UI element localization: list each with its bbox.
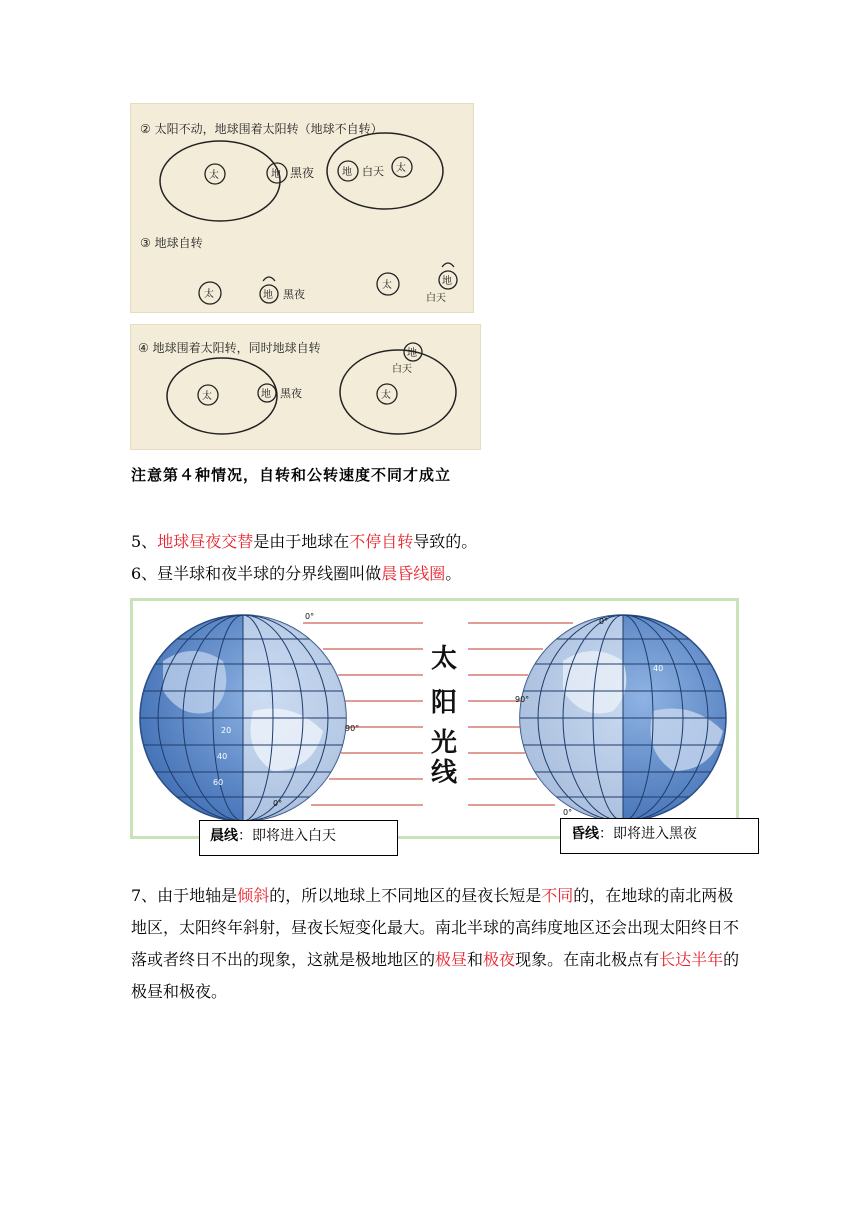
- paragraph-7: [131, 880, 741, 1008]
- earth-label: 地: [261, 389, 271, 400]
- p7-text: 现象。在南北极点有: [515, 950, 660, 969]
- degree-label: 0°: [563, 808, 573, 817]
- paragraph-5: [131, 526, 741, 558]
- night-label: 黑夜: [290, 166, 315, 180]
- night-label: 黑夜: [283, 288, 305, 301]
- dawn-desc: ：即将进入白天: [238, 828, 336, 844]
- case4-title: ④ 地球围着太阳转，同时地球自转: [138, 341, 321, 355]
- earth-label: 地: [342, 167, 352, 178]
- left-globe: [133, 611, 353, 831]
- p5-highlight-2: 不停自转: [349, 532, 414, 551]
- p5-suffix: 导致的。: [413, 532, 478, 551]
- day-night-globe-figure: [130, 598, 739, 839]
- rotation-arrow-icon: [263, 277, 275, 281]
- degree-label: 20: [221, 726, 232, 735]
- p7-highlight: 长达半年: [659, 950, 724, 969]
- degree-label: 0°: [305, 612, 315, 621]
- earth-label: 地: [263, 290, 273, 301]
- rotation-arrow-icon: [442, 263, 454, 267]
- case2-title: ② 太阳不动，地球围着太阳转（地球不自转）: [140, 122, 383, 136]
- dusk-desc: ：即将进入黑夜: [599, 826, 697, 842]
- p5-highlight-1: 地球昼夜交替: [157, 532, 254, 551]
- orbit-right: [340, 350, 456, 434]
- day-label: 白天: [362, 165, 384, 178]
- p7-text: 和: [467, 950, 484, 969]
- p6-highlight: 晨昏线圈: [381, 564, 446, 583]
- earth-label: 地: [407, 348, 417, 359]
- orbit-left: [160, 141, 280, 221]
- degree-label: 60: [213, 778, 224, 787]
- p7-highlight: 不同: [541, 886, 574, 905]
- earth-label: 地: [271, 169, 281, 180]
- degree-label: 0°: [599, 617, 609, 626]
- sketch-photo-case-4: [130, 324, 481, 450]
- day-label: 白天: [392, 364, 412, 375]
- sun-label: 太: [381, 390, 391, 401]
- sketch-photo-cases-2-3: [130, 103, 474, 313]
- sun-label: 太: [202, 391, 212, 402]
- day-label: 白天: [426, 293, 446, 304]
- p6-prefix: 6、昼半球和夜半球的分界线圈叫做: [131, 564, 382, 583]
- p7-text: 的极昼和极夜。: [131, 950, 740, 1001]
- paragraph-6: [131, 558, 741, 590]
- sunlight-char: 太: [431, 644, 458, 674]
- dusk-line-label: [560, 818, 759, 854]
- p7-highlight: 极昼: [435, 950, 468, 969]
- sunlight-title: [431, 644, 458, 788]
- p7-highlight: 极夜: [483, 950, 516, 969]
- p7-text: 7、由于地轴是: [131, 886, 238, 905]
- sun-label: 太: [382, 280, 392, 291]
- degree-label: 40: [653, 664, 664, 673]
- degree-label: 90°: [345, 724, 360, 733]
- dawn-line-label: [199, 820, 398, 856]
- degree-label: 0°: [273, 799, 283, 808]
- sunlight-char: 线: [431, 758, 458, 788]
- sun-label: 太: [204, 289, 214, 300]
- p5-prefix: 5、: [131, 532, 158, 551]
- p6-suffix: 。: [445, 564, 462, 583]
- dusk-term: 昏线: [571, 826, 599, 842]
- right-globe: [513, 611, 733, 831]
- case3-title: ③ 地球自转: [140, 236, 203, 250]
- sunlight-char: 光: [431, 728, 458, 758]
- p7-text: 的，在地球的南北两极地区，太阳终年斜射，昼夜长短变化最大。南北半球的高纬度地区还会出现太阳终日不落或者终日不出的现象，这就是极地地区的: [131, 886, 740, 969]
- degree-label: 40: [217, 752, 228, 761]
- sunlight-char: 阳: [431, 688, 458, 718]
- sun-label: 太: [209, 170, 219, 181]
- dawn-term: 晨线: [210, 828, 238, 844]
- note-case-4: 注意第４种情况，自转和公转速度不同才成立: [131, 466, 452, 484]
- p7-highlight: 倾斜: [237, 886, 270, 905]
- degree-label: 90°: [515, 695, 530, 704]
- night-label: 黑夜: [280, 387, 302, 400]
- sun-label: 太: [396, 163, 406, 174]
- earth-label: 地: [442, 276, 452, 287]
- p5-mid: 是由于地球在: [253, 532, 350, 551]
- p7-text: 的，所以地球上不同地区的昼夜长短是: [269, 886, 542, 905]
